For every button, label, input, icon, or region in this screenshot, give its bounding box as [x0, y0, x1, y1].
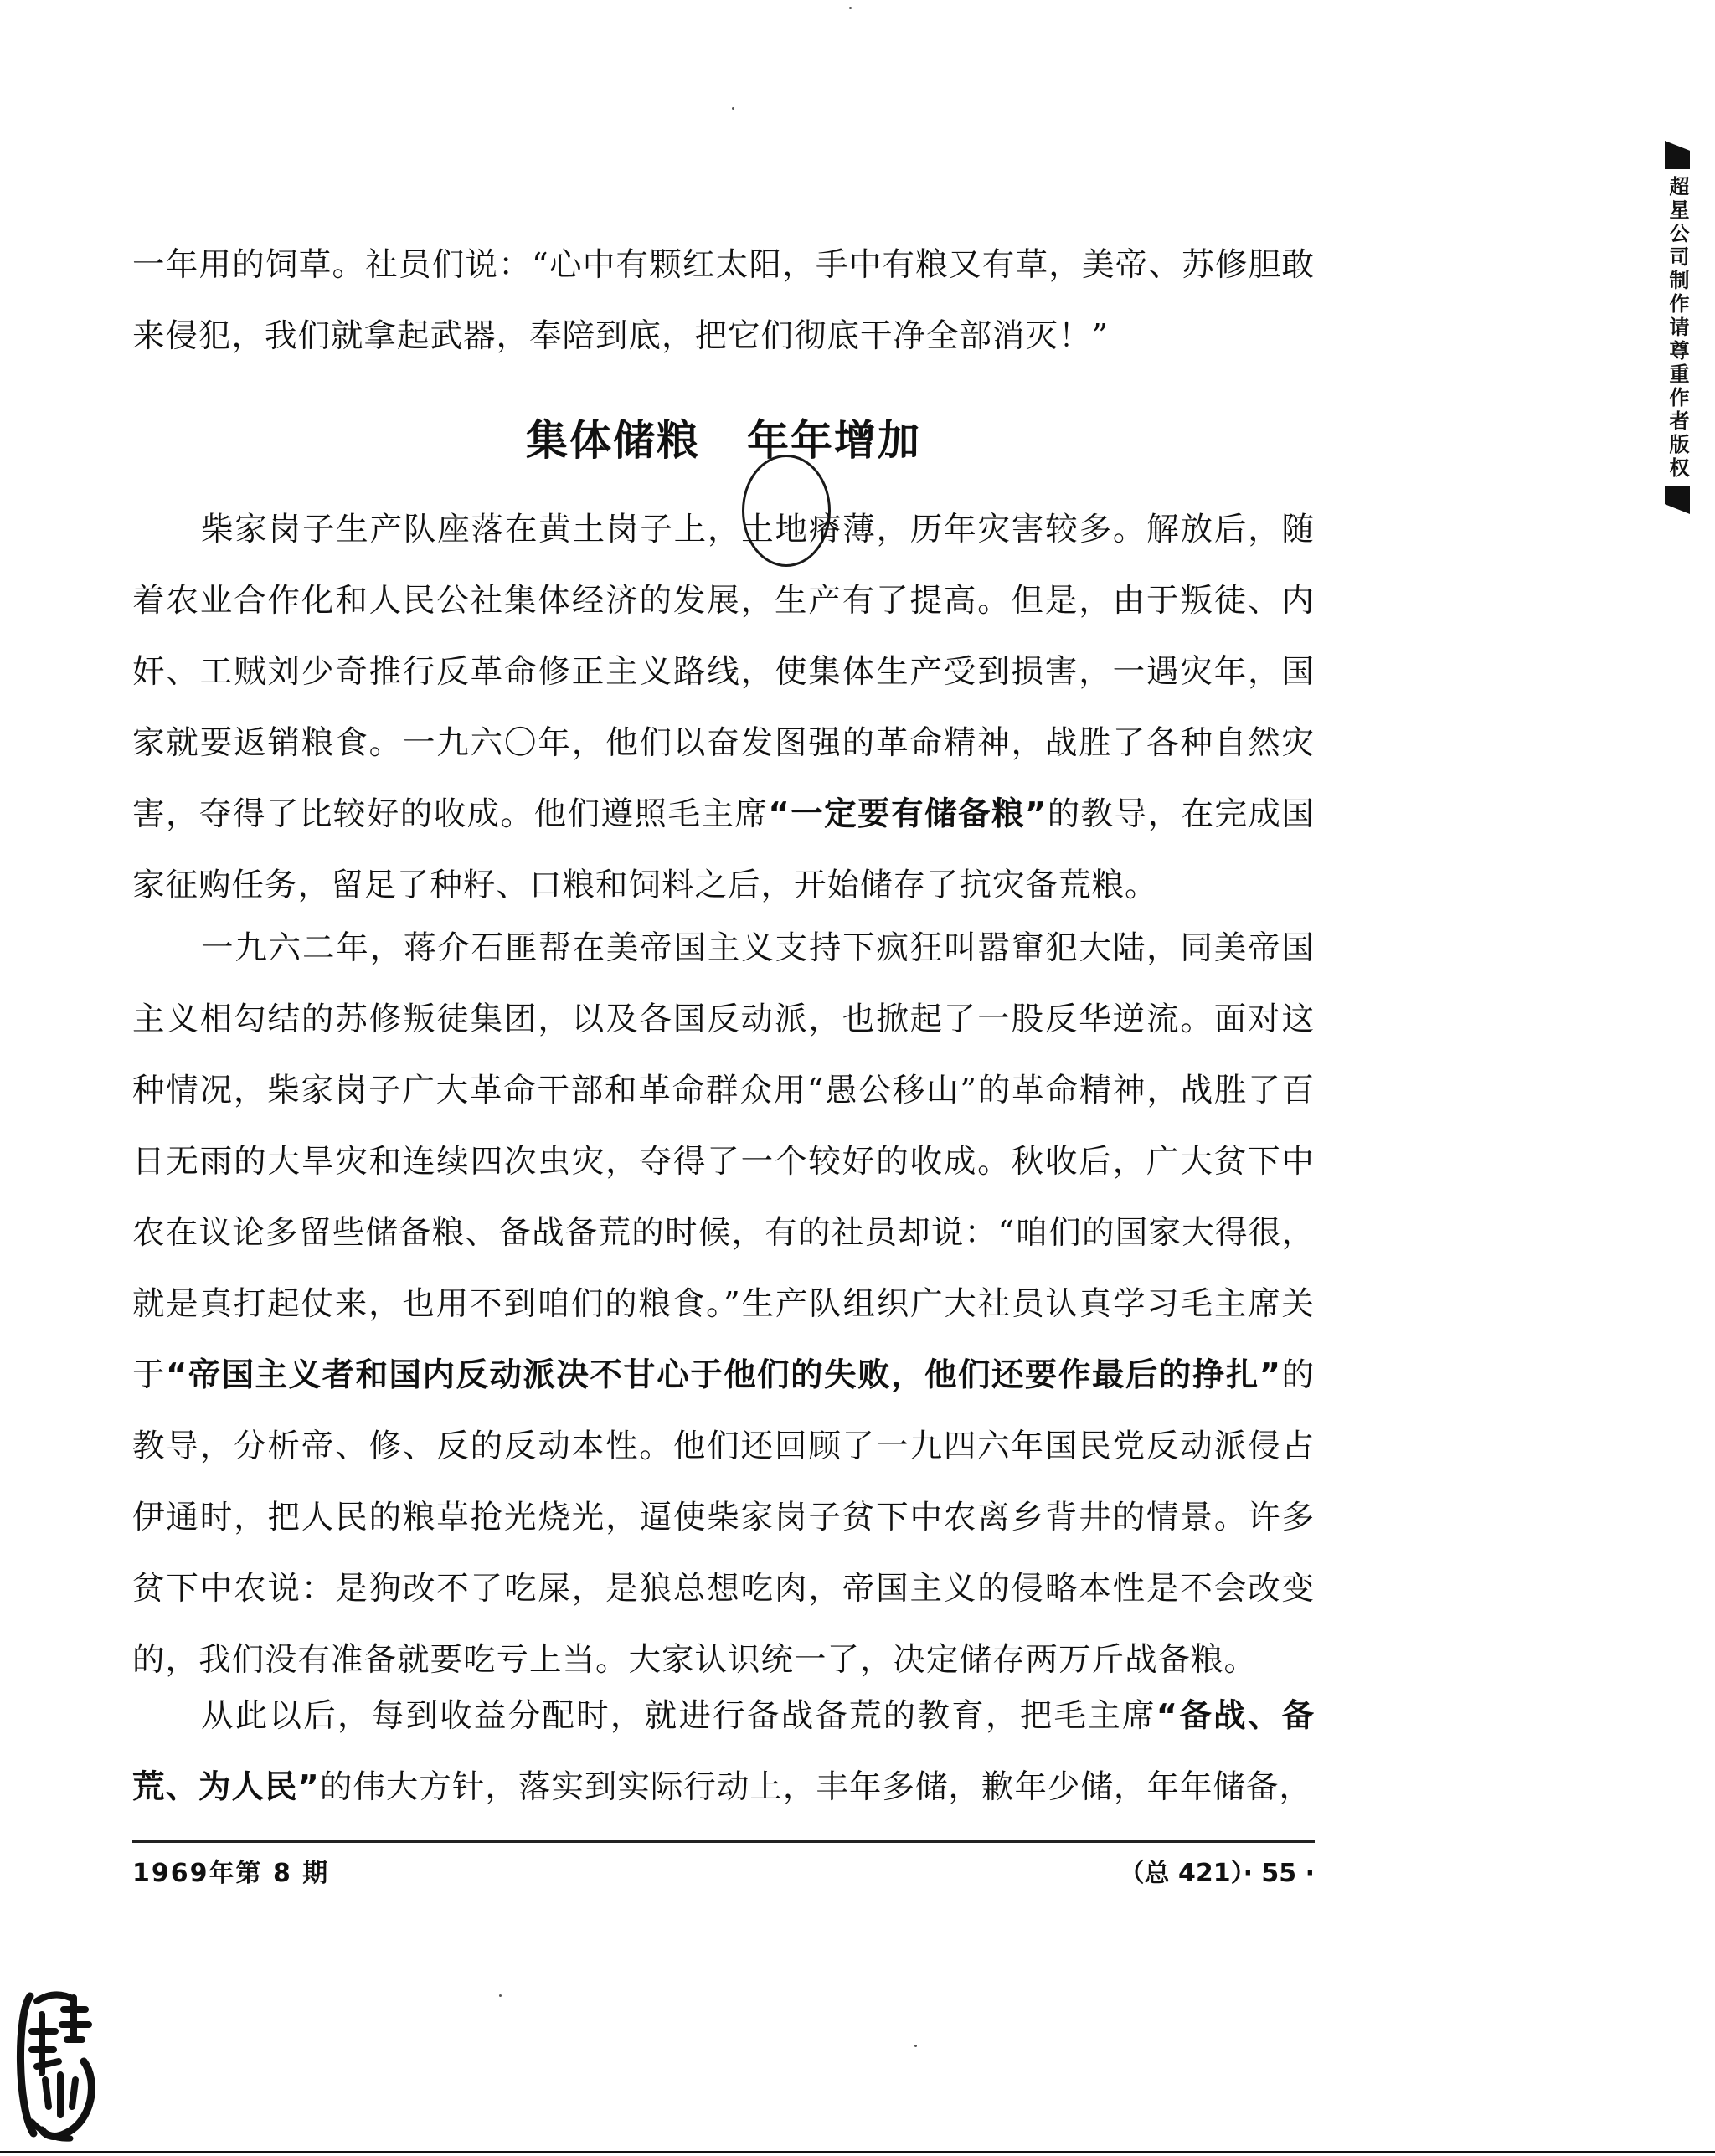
- scan-speck: [914, 2045, 917, 2047]
- side-watermark-text: 超星公司制作请尊重作者版权: [1666, 176, 1689, 481]
- scan-speck: [849, 7, 852, 9]
- footer-issue: 1969年第 8 期: [132, 1859, 330, 1888]
- scan-speck: [732, 107, 734, 110]
- page-bottom-edge: [0, 2151, 1715, 2153]
- side-watermark: [1661, 141, 1694, 514]
- opening-paragraph: 一年用的饲草。社员们说：“心中有颗红太阳，手中有粮又有草，美帝、苏修胆敢来侵犯，我们就拿起武器，奉陪到底，把它们彻底干净全部消灭！”: [132, 246, 1315, 355]
- side-bar-top: [1665, 141, 1690, 169]
- quote-imperialists: “帝国主义者和国内反动派决不甘心于他们的失败，他们还要作最后的挣扎”: [165, 1356, 1282, 1394]
- section-title-part1: 集体储粮: [526, 416, 700, 465]
- footer-rule: [132, 1840, 1315, 1843]
- quote-reserve-grain: “一定要有储备粮”: [768, 795, 1048, 833]
- library-logo-icon: [12, 1981, 106, 2148]
- section-title: [132, 407, 1315, 467]
- quote-prepare-war: “备战、备荒、为人民”: [132, 1697, 1315, 1806]
- paragraph-1: 柴家岗子生产队座落在黄土岗子上，土地瘠薄，历年灾害较多。解放后，随着农业合作化和人民公社集体经济的发展，生产有了提高。但是，由于叛徒、内奸、工贼刘少奇推行反革命修正主义路线，使集体生产受到损害，一遇灾年，国家就要返销粮食。一九六〇年，他们以奋发图强的革命精神，战胜了各种自然灾害，夺得了比较好的收成。他们遵照毛主席“一定要有储备粮”的教导，在完成国家征购任务，留足了种籽、口粮和饲料之后，开始储存了抗灾备荒粮。: [132, 511, 1315, 904]
- paragraph-3: 从此以后，每到收益分配时，就进行备战备荒的教育，把毛主席“备战、备荒、为人民”的伟大方针，落实到实际行动上，丰年多储，歉年少储，年年储备，: [132, 1697, 1315, 1806]
- footer-page-number: （总 421）· 55 ·: [1119, 1859, 1315, 1888]
- side-bar-bottom: [1665, 486, 1690, 514]
- section-title-part2: 年年增加: [747, 416, 921, 465]
- paragraph-2: 一九六二年，蒋介石匪帮在美帝国主义支持下疯狂叫嚣窜犯大陆，同美帝国主义相勾结的苏修叛徒集团，以及各国反动派，也掀起了一股反华逆流。面对这种情况，柴家岗子广大革命干部和革命群众用“愚公移山”的革命精神，战胜了百日无雨的大旱灾和连续四次虫灾，夺得了一个较好的收成。秋收后，广大贫下中农在议论多留些储备粮、备战备荒的时候，有的社员却说：“咱们的国家大得很，就是真打起仗来，也用不到咱们的粮食。”生产队组织广大社员认真学习毛主席关于“帝国主义者和国内反动派决不甘心于他们的失败，他们还要作最后的挣扎”的教导，分析帝、修、反的反动本性。他们还回顾了一九四六年国民党反动派侵占伊通时，把人民的粮草抢光烧光，逼使柴家岗子贫下中农离乡背井的情景。许多贫下中农说：是狗改不了吃屎，是狼总想吃肉，帝国主义的侵略本性是不会改变的，我们没有准备就要吃亏上当。大家认识统一了，决定储存两万斤战备粮。: [132, 929, 1315, 1679]
- scan-speck: [499, 1994, 502, 1997]
